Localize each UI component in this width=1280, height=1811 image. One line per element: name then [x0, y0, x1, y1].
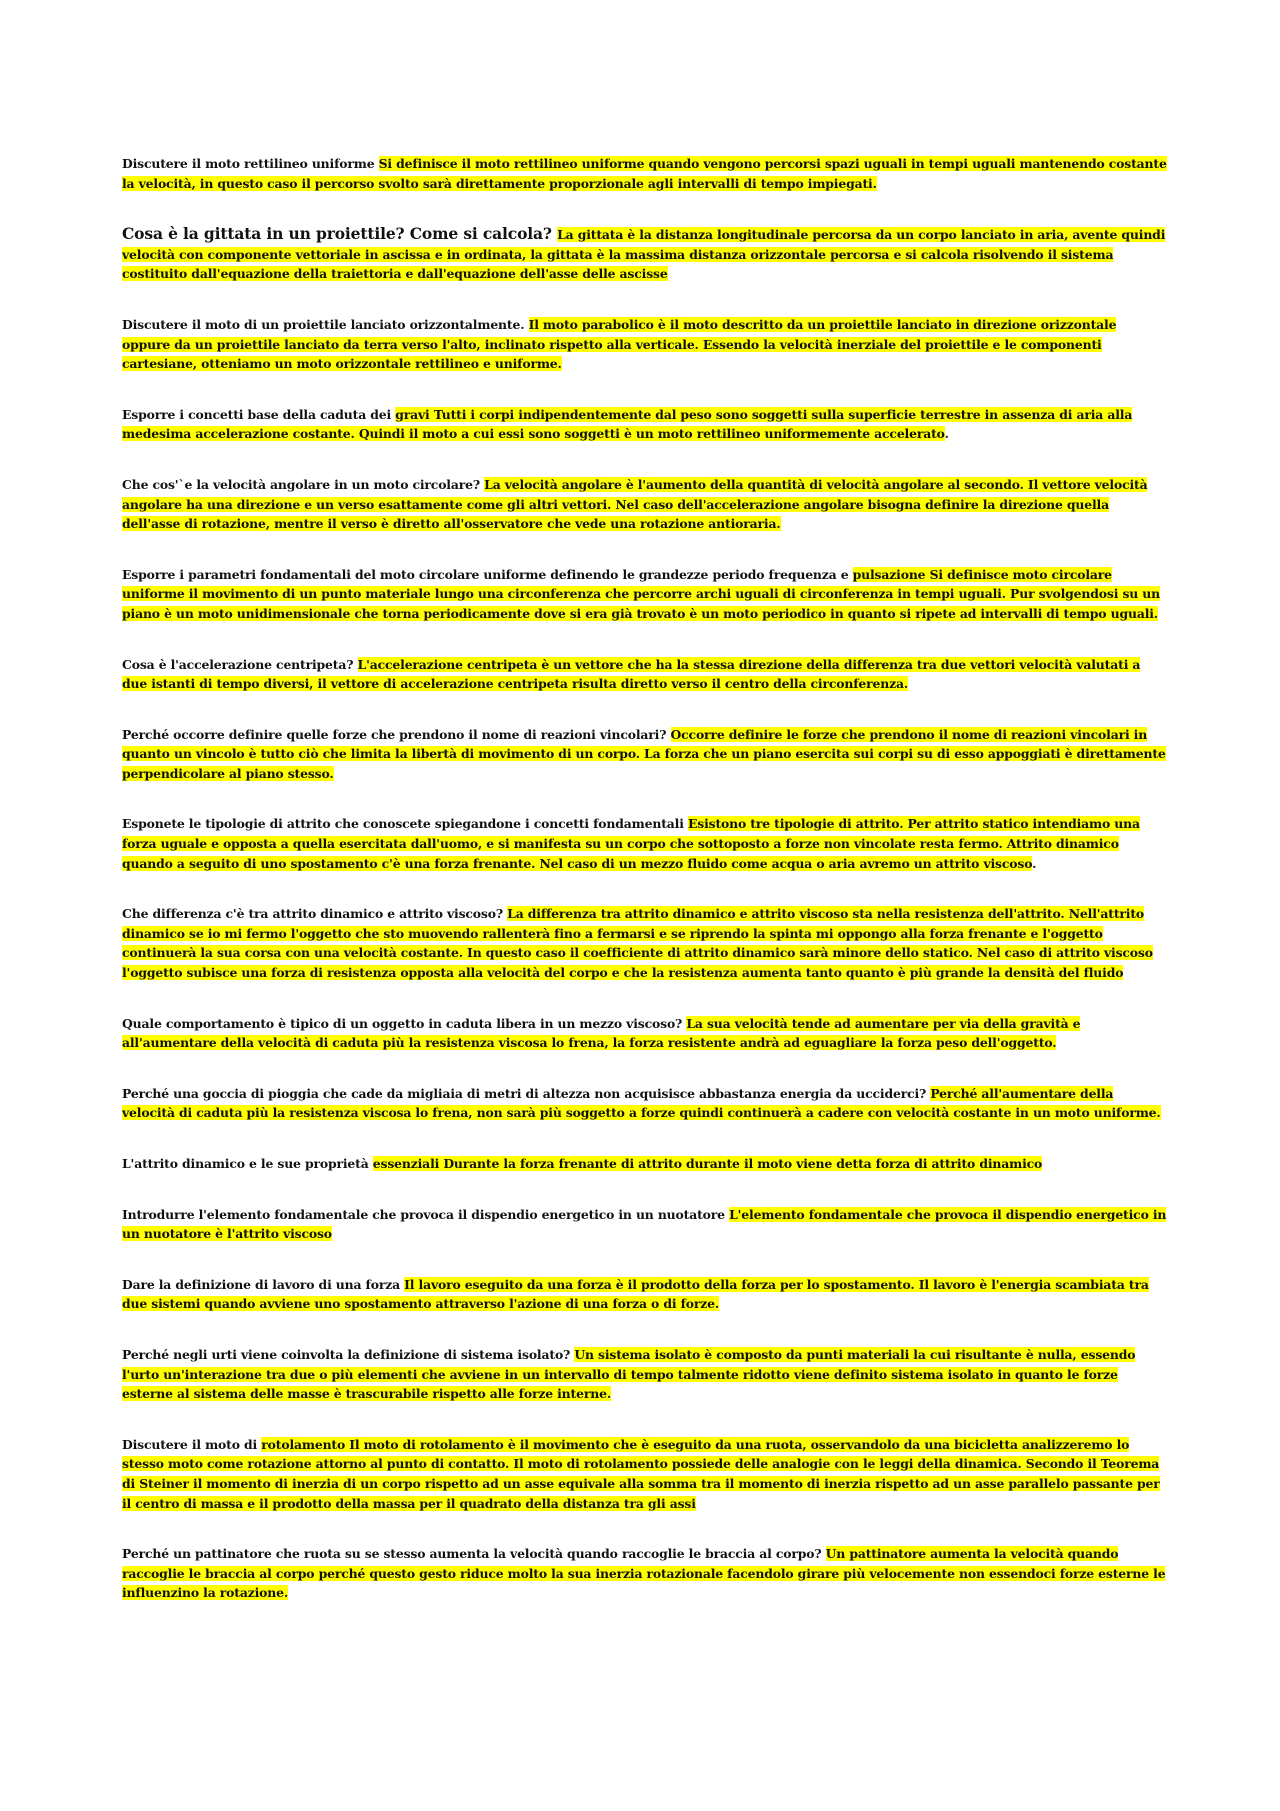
- question-text: Perché occorre definire quelle forze che prendono il nome di reazioni vincolari?: [122, 726, 671, 742]
- answer-highlight: gravi Tutti i corpi indipendentemente dal peso sono soggetti sulla superficie terrestre in assenza di aria alla medesima accelerazione costante. Quindi il moto a cui essi sono soggetti è un moto rettilineo uniformemente accelerato: [122, 406, 1133, 442]
- question-text: Cosa è la gittata in un proiettile? Come si calcola?: [122, 224, 558, 244]
- question-text: Discutere il moto di: [122, 1436, 262, 1452]
- answer-highlight: Un pattinatore aumenta la velocità quando raccoglie le braccia al corpo perché questo gesto riduce molto la sua inerzia rotazionale facendolo girare più velocemente non essendoci forze esterne le influenzino la rotazione.: [122, 1546, 1166, 1601]
- answer-highlight: L'accelerazione centripeta è un vettore che ha la stessa direzione della differenza tra due vettori velocità valutati a due istanti di tempo diversi, il vettore di accelerazione centripeta risulta diretto verso il centro della circonferenza.: [122, 656, 1141, 692]
- question-text: Perché un pattinatore che ruota su se stesso aumenta la velocità quando raccoglie le braccia al corpo?: [122, 1546, 826, 1562]
- qa-item-8: [122, 725, 1167, 784]
- question-text: Cosa è l'accelerazione centripeta?: [122, 656, 358, 672]
- qa-item-2: [122, 224, 1167, 284]
- qa-item-9: [122, 814, 1167, 873]
- answer-highlight: Un sistema isolato è composto da punti materiali la cui risultante è nulla, essendo l'urto un'interazione tra due o più elementi che avviene in un intervallo di tempo talmente ridotto viene definito sistema isolato in quanto le forze esterne al sistema delle masse è trascurabile rispetto alle forze interne.: [122, 1346, 1136, 1402]
- question-text: Perché negli urti viene coinvolta la definizione di sistema isolato?: [122, 1346, 575, 1362]
- answer-highlight: Il moto parabolico è il moto descritto da un proiettile lanciato in direzione orizzontale oppure da un proiettile lanciato da terra verso l'alto, inclinato rispetto alla verticale. Essendo la velocità inerziale del proiettile e le componenti cartesiane, otteniamo un moto orizzontale rettilineo e uniforme.: [122, 316, 1117, 372]
- answer-highlight: La differenza tra attrito dinamico e attrito viscoso sta nella resistenza dell'attrito. Nell'attrito dinamico se io mi fermo l'oggetto che sto muovendo rallenterà fino a fermarsi e se riprendo la spinta mi oppongo alla forza frenante e l'oggetto continuerà la sua corsa con una velocità costante. In questo caso il coefficiente di attrito dinamico sarà minore dello statico. Nel caso di attrito viscoso l'oggetto subisce una forza di resistenza opposta alla velocità del corpo e che la resistenza aumenta tanto quanto è più grande la densità del fluido: [122, 906, 1153, 981]
- question-text: Esporre i parametri fondamentali del moto circolare uniforme definendo le grandezze periodo frequenza e: [122, 566, 853, 582]
- answer-highlight: La velocità angolare è l'aumento della quantità di velocità angolare al secondo. Il vettore velocità angolare ha una direzione e un verso esattamente come gli altri vettori. Nel caso dell'accelerazione angolare bisogna definire la direzione quella dell'asse di rotazione, mentre il verso è diretto all'osservatore che vede una rotazione antioraria.: [122, 476, 1148, 532]
- qa-item-6: [122, 565, 1167, 624]
- answer-highlight: Esistono tre tipologie di attrito. Per attrito statico intendiamo una forza uguale e opposta a quella esercitata dall'uomo, e si manifesta su un corpo che sottoposto a forze non vincolate resta fermo. Attrito dinamico quando a seguito di uno spostamento c'è una forza frenante. Nel caso di un mezzo fluido come acqua o aria avremo un attrito viscoso: [122, 816, 1140, 871]
- question-text: Discutere il moto rettilineo uniforme: [122, 156, 379, 171]
- answer-highlight: rotolamento Il moto di rotolamento è il movimento che è eseguito da una ruota, osservandolo da una bicicletta analizzeremo lo stesso moto come rotazione attorno al punto di contatto. Il moto di rotolamento possiede delle analogie con le leggi della dinamica. Secondo il Teorema di Steiner il momento di inerzia di un corpo rispetto ad un asse equivale alla somma tra il momento di inerzia rispetto ad un asse parallelo passante per il centro di massa e il prodotto della massa per il quadrato della distanza tra gli assi: [122, 1436, 1160, 1511]
- qa-item-16: [122, 1345, 1167, 1404]
- qa-item-4: [122, 405, 1167, 444]
- answer-tail: .: [1032, 855, 1037, 871]
- question-text: Introdurre l'elemento fondamentale che provoca il dispendio energetico in un nuotatore: [122, 1206, 730, 1222]
- qa-item-15: [122, 1275, 1167, 1314]
- answer-highlight: Il lavoro eseguito da una forza è il prodotto della forza per lo spostamento. Il lavoro è l'energia scambiata tra due sistemi quando avviene uno spostamento attraverso l'azione di una forza o di forze.: [122, 1276, 1149, 1312]
- answer-highlight: La sua velocità tende ad aumentare per via della gravità e all'aumentare della velocità di caduta più la resistenza viscosa lo frena, la forza resistente andrà ad eguagliare la forza peso dell'oggetto.: [122, 1015, 1081, 1051]
- qa-item-13: [122, 1154, 1167, 1174]
- question-text: Che cos'`e la velocità angolare in un moto circolare?: [122, 476, 485, 492]
- question-text: Che differenza c'è tra attrito dinamico e attrito viscoso?: [122, 906, 508, 922]
- question-text: Dare la definizione di lavoro di una forza: [122, 1276, 405, 1292]
- question-text: Perché una goccia di pioggia che cade da migliaia di metri di altezza non acquisisce abbastanza energia da ucciderci?: [122, 1085, 931, 1101]
- answer-highlight: Perché all'aumentare della velocità di caduta più la resistenza viscosa lo frena, non sarà più soggetto a forze quindi continuerà a cadere con velocità costante in un moto uniforme.: [122, 1085, 1161, 1121]
- qa-item-12: [122, 1084, 1167, 1123]
- question-text: Discutere il moto di un proiettile lanciato orizzontalmente.: [122, 316, 529, 332]
- question-text: Quale comportamento è tipico di un oggetto in caduta libera in un mezzo viscoso?: [122, 1015, 687, 1031]
- answer-tail: .: [944, 426, 949, 442]
- qa-item-14: [122, 1205, 1167, 1244]
- answer-highlight: Si definisce il moto rettilineo uniforme quando vengono percorsi spazi uguali in tempi uguali mantenendo costante la velocità, in questo caso il percorso svolto sarà direttamente proporzionale agli intervalli di tempo impiegati.: [122, 156, 1167, 191]
- question-text: L'attrito dinamico e le sue proprietà: [122, 1156, 373, 1171]
- qa-item-7: [122, 655, 1167, 694]
- qa-item-17: [122, 1435, 1167, 1513]
- answer-highlight: Occorre definire le forze che prendono il nome di reazioni vincolari in quanto un vincolo è tutto ciò che limita la libertà di movimento di un corpo. La forza che un piano esercita sui corpi su di esso appoggiati è direttamente perpendicolare al piano stesso.: [122, 726, 1166, 781]
- qa-item-10: [122, 904, 1167, 982]
- answer-highlight: essenziali Durante la forza frenante di attrito durante il moto viene detta forza di attrito dinamico: [372, 1156, 1043, 1171]
- answer-highlight: L'elemento fondamentale che provoca il dispendio energetico in un nuotatore è l'attrito viscoso: [122, 1206, 1167, 1242]
- qa-item-5: [122, 475, 1167, 534]
- qa-list: [122, 154, 1167, 1634]
- qa-item-3: [122, 315, 1167, 374]
- qa-item-1: [122, 154, 1167, 193]
- question-text: Esponete le tipologie di attrito che conoscete spiegandone i concetti fondamentali: [122, 816, 688, 832]
- answer-highlight: La gittata è la distanza longitudinale percorsa da un corpo lanciato in aria, avente quindi velocità con componente vettoriale in ascissa e in ordinata, la gittata è la massima distanza orizzontale percorsa e si calcola risolvendo il sistema costituito dall'equazione della traiettoria e dall'equazione dell'asse delle ascisse: [122, 227, 1166, 282]
- qa-item-18: [122, 1544, 1167, 1603]
- qa-item-11: [122, 1014, 1167, 1053]
- answer-highlight: pulsazione Si definisce moto circolare uniforme il movimento di un punto materiale lungo una circonferenza che percorre archi uguali di circonferenza in tempi uguali. Pur svolgendosi su un piano è un moto unidimensionale che torna periodicamente dove si era già trovato è un moto periodico in quanto si ripete ad intervalli di tempo uguali.: [122, 566, 1161, 621]
- question-text: Esporre i concetti base della caduta dei: [122, 406, 396, 422]
